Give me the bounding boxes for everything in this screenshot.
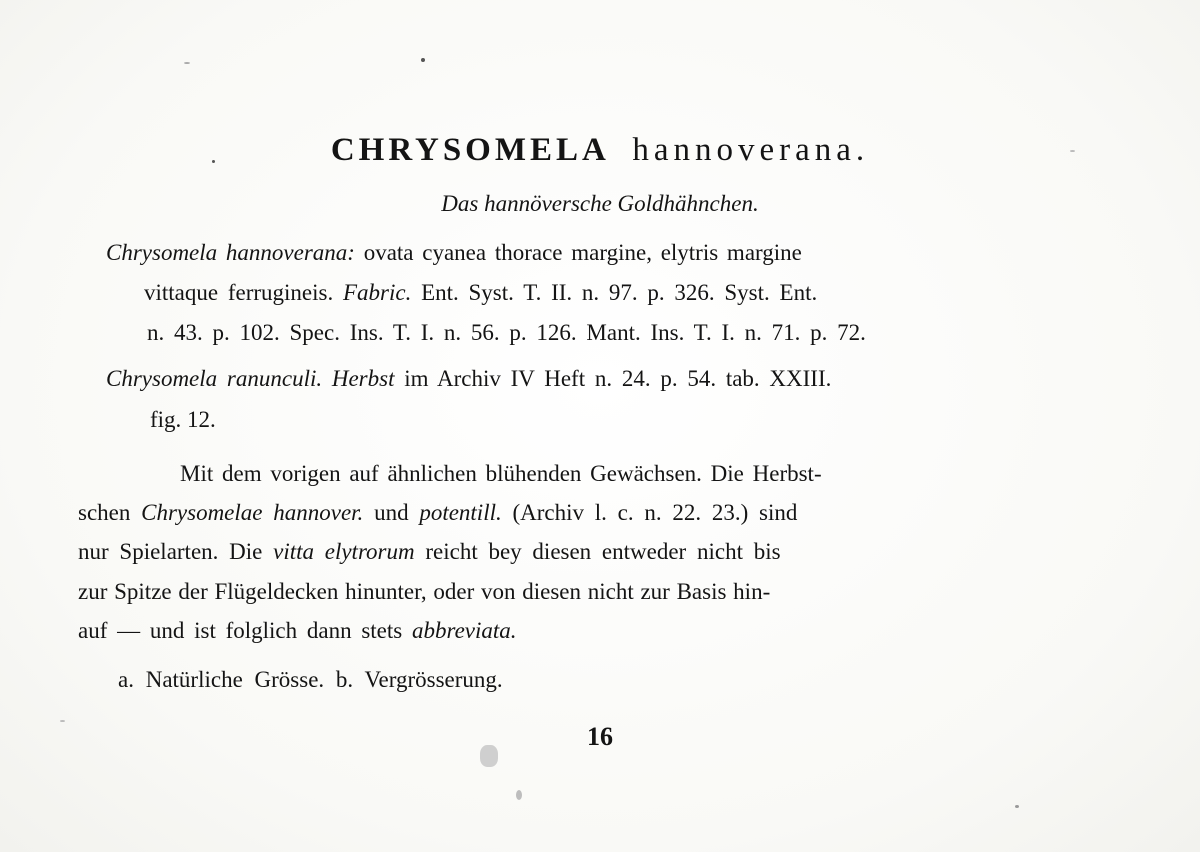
synonym-1-line-2 bbox=[144, 278, 817, 308]
scan-speck bbox=[1015, 805, 1019, 808]
synonym-2-reference: im Archiv IV Heft n. 24. p. 54. tab. XXIII. bbox=[404, 366, 832, 391]
body-line-4: zur Spitze der Flügeldecken hinunter, oder von diesen nicht zur Basis hin- bbox=[78, 579, 771, 604]
scan-speck bbox=[516, 790, 522, 800]
body-line-2-italic-1: Chrysomelae hannover. bbox=[141, 500, 364, 525]
synonym-1-line-3: n. 43. p. 102. Spec. Ins. T. I. n. 56. p. 126. Mant. Ins. T. I. n. 71. p. 72. bbox=[147, 320, 866, 345]
synonym-1-desc-cont: vittaque ferrugineis. bbox=[144, 280, 334, 305]
scan-smudge bbox=[480, 745, 498, 767]
scan-speck bbox=[60, 720, 65, 722]
synonym-2-author: Herbst bbox=[331, 366, 395, 391]
body-line-5-italic: abbreviata. bbox=[412, 618, 517, 643]
synonym-2-line-1 bbox=[106, 364, 831, 394]
body-line-5 bbox=[78, 616, 517, 646]
body-line-3 bbox=[78, 537, 781, 567]
body-line-2-text-c: (Archiv l. c. n. 22. 23.) sind bbox=[512, 500, 798, 525]
synonym-1-line-1 bbox=[106, 238, 802, 268]
synonym-1-author: Fabric. bbox=[342, 280, 412, 305]
page-title bbox=[0, 132, 1200, 169]
body-line-1: Mit dem vorigen auf ähnlichen blühenden Gewächsen. Die Herbst- bbox=[180, 461, 822, 486]
title-species: hannoverana. bbox=[632, 132, 870, 168]
body-line-2-text-a: schen bbox=[78, 500, 131, 525]
scan-speck bbox=[212, 160, 215, 163]
body-line-3-text-a: nur Spielarten. Die bbox=[78, 539, 263, 564]
page-number: 16 bbox=[587, 722, 613, 751]
scan-speck bbox=[184, 62, 190, 64]
scan-speck bbox=[1070, 150, 1075, 152]
synonym-1-description: ovata cyanea thorace margine, elytris margine bbox=[363, 240, 802, 265]
body-line-2-text-b: und bbox=[374, 500, 409, 525]
figure-legend: a. Natürliche Grösse. b. Vergrösserung. bbox=[118, 667, 503, 692]
common-name-subtitle: Das hannöversche Goldhähnchen. bbox=[441, 191, 759, 216]
scan-speck bbox=[421, 58, 425, 62]
synonym-1-name: Chrysomela hannoverana: bbox=[106, 240, 355, 265]
body-line-3-italic: vitta elytrorum bbox=[273, 539, 415, 564]
body-line-2-italic-2: potentill. bbox=[419, 500, 502, 525]
synonym-1-reference: Ent. Syst. T. II. n. 97. p. 326. Syst. Ent. bbox=[421, 280, 818, 305]
body-line-2 bbox=[78, 498, 797, 528]
body-line-5-text: auf — und ist folglich dann stets bbox=[78, 618, 403, 643]
title-genus: CHRYSOMELA bbox=[330, 132, 610, 168]
synonym-2-name: Chrysomela ranunculi. bbox=[106, 366, 323, 391]
body-line-3-text-b: reicht bey diesen entweder nicht bis bbox=[425, 539, 781, 564]
synonym-2-line-2: fig. 12. bbox=[150, 407, 216, 432]
